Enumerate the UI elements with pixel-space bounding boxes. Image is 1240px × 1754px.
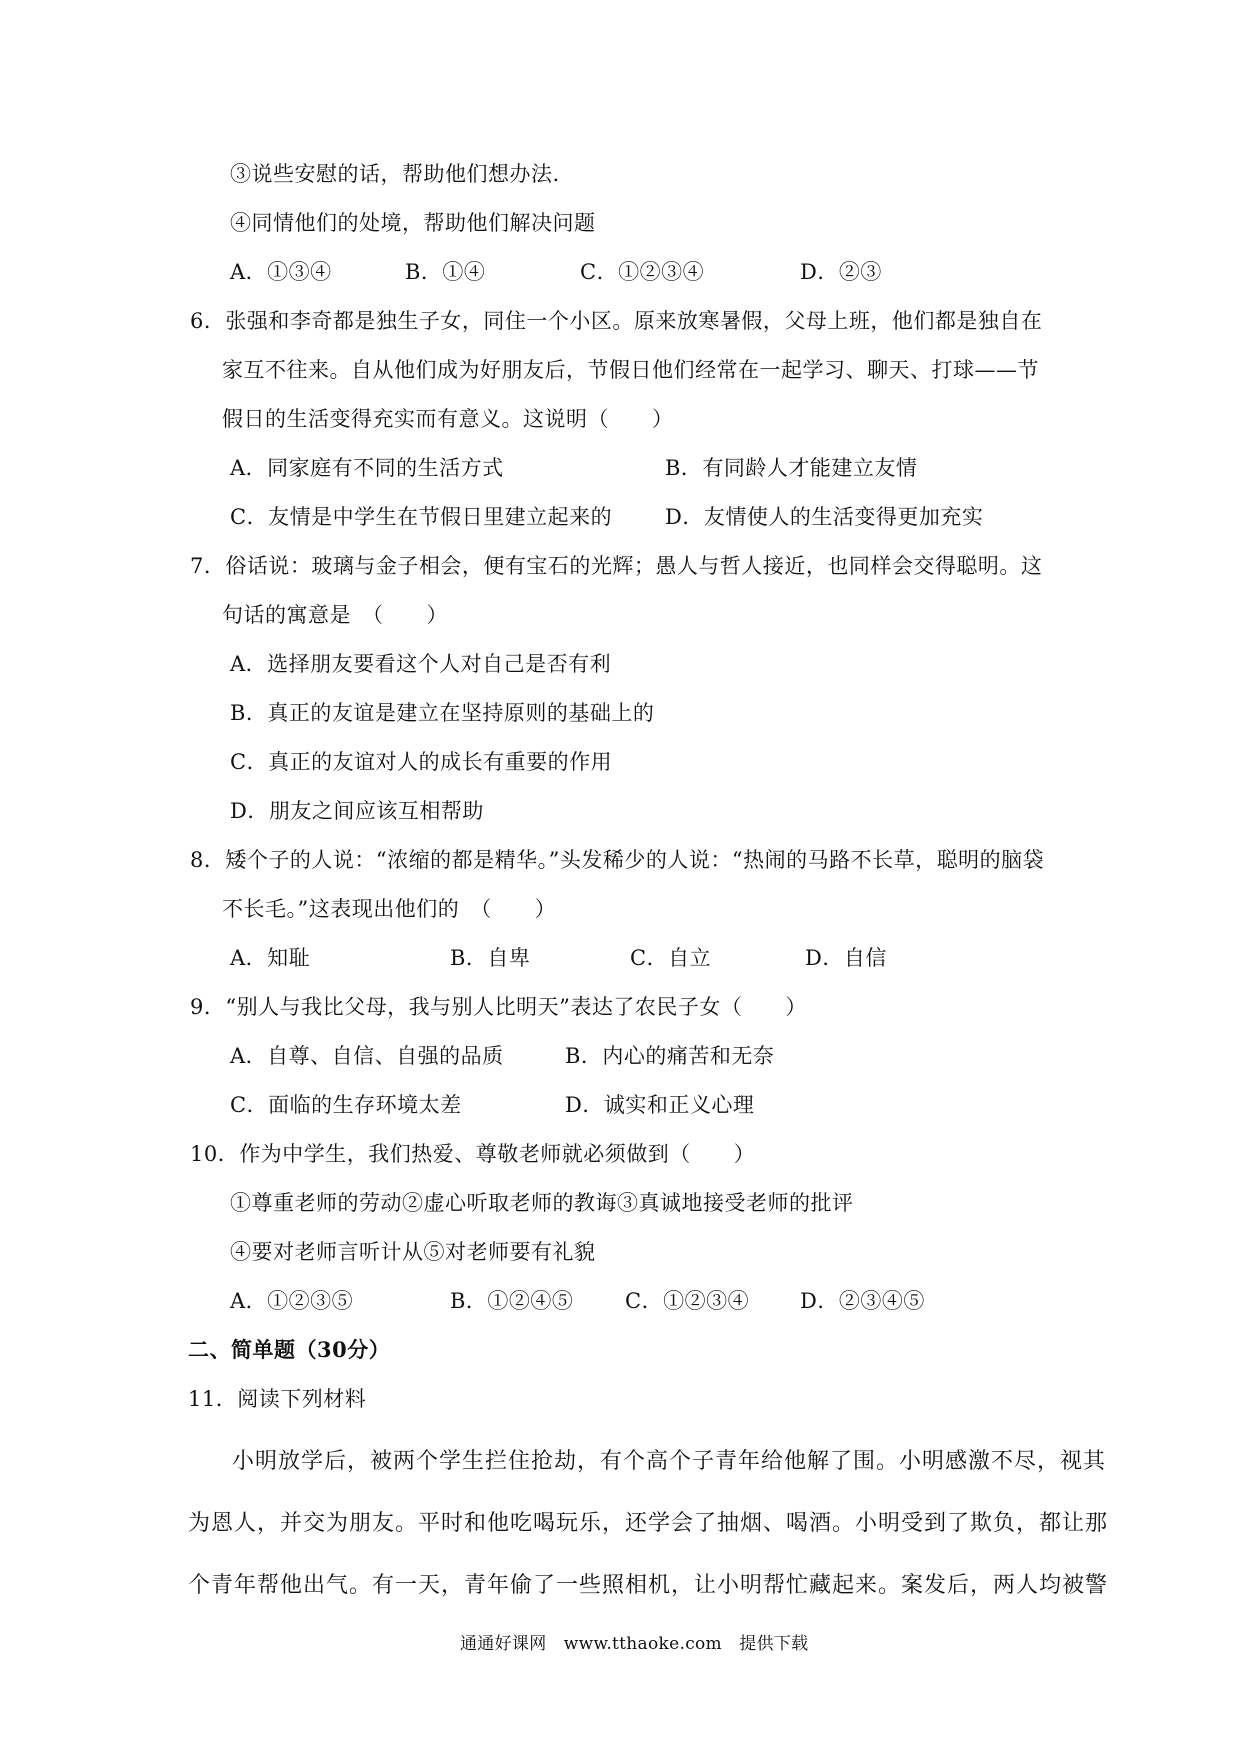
- q6-stem-line-3: 假日的生活变得充实而有意义。这说明（ ）: [222, 407, 674, 431]
- q8-choice-a: A．知耻: [230, 946, 311, 970]
- q5-choice-a: A．①③④: [230, 260, 332, 284]
- q7-choice-d: D．朋友之间应该互相帮助: [230, 799, 484, 823]
- q7-choice-b: B．真正的友谊是建立在坚持原则的基础上的: [230, 701, 655, 725]
- q7-stem-line-2: 句话的寓意是 （ ）: [222, 603, 448, 627]
- q8-choice-d: D．自信: [805, 946, 887, 970]
- q10-choice-b: B．①②④⑤: [450, 1289, 574, 1313]
- q9-choice-b: B．内心的痛苦和无奈: [565, 1044, 775, 1068]
- q10-choice-a: A．①②③⑤: [230, 1289, 354, 1313]
- q6-choice-c: C．友情是中学生在节假日里建立起来的: [230, 505, 613, 529]
- q7-choice-c: C．真正的友谊对人的成长有重要的作用: [230, 750, 613, 774]
- q11-material-line-2: 为恩人，并交为朋友。平时和他吃喝玩乐，还学会了抽烟、喝酒。小明受到了欺负，都让那: [188, 1511, 1109, 1536]
- q7-choice-a: A．选择朋友要看这个人对自己是否有利: [230, 652, 612, 676]
- q10-choice-d: D．②③④⑤: [800, 1289, 925, 1313]
- q9-stem: 9．“别人与我比父母，我与别人比明天”表达了农民子女（ ）: [190, 995, 807, 1019]
- q6-choice-a: A．同家庭有不同的生活方式: [230, 456, 504, 480]
- q11-material-line-1: 小明放学后，被两个学生拦住抢劫，有个高个子青年给他解了围。小明感激不尽，视其: [232, 1449, 1107, 1474]
- q6-stem-line-2: 家互不往来。自从他们成为好朋友后，节假日他们经常在一起学习、聊天、打球——节: [222, 358, 1039, 382]
- q9-choice-c: C．面临的生存环境太差: [230, 1093, 462, 1117]
- q10-choice-c: C．①②③④: [625, 1289, 750, 1313]
- q6-stem-line-1: 6．张强和李奇都是独生子女，同住一个小区。原来放寒暑假，父母上班，他们都是独自在: [190, 309, 1043, 333]
- section-2-heading: 二、简单题（30分）: [188, 1337, 391, 1362]
- q9-choice-a: A．自尊、自信、自强的品质: [230, 1044, 504, 1068]
- q6-choice-b: B．有同龄人才能建立友情: [665, 456, 918, 480]
- q10-stem: 10．作为中学生，我们热爱、尊敬老师就必须做到（ ）: [190, 1142, 756, 1166]
- q8-stem-line-1: 8．矮个子的人说：“浓缩的都是精华。”头发稀少的人说：“热闹的马路不长草，聪明的脑袋: [190, 848, 1045, 872]
- q10-statement-line-1: ①尊重老师的劳动②虚心听取老师的教诲③真诚地接受老师的批评: [230, 1191, 854, 1215]
- page-footer: 通通好课网 www.tthaoke.com 提供下载: [460, 1634, 809, 1654]
- q8-choice-b: B．自卑: [450, 946, 531, 970]
- q5-option-4: ④同情他们的处境，帮助他们解决问题: [230, 211, 596, 235]
- q6-choice-d: D．友情使人的生活变得更加充实: [665, 505, 984, 529]
- q5-choice-c: C．①②③④: [580, 260, 705, 284]
- q9-choice-d: D．诚实和正义心理: [565, 1093, 755, 1117]
- q10-statement-line-2: ④要对老师言听计从⑤对老师要有礼貌: [230, 1240, 596, 1264]
- q8-stem-line-2: 不长毛。”这表现出他们的 （ ）: [222, 897, 557, 921]
- q5-choice-d: D．②③: [800, 260, 882, 284]
- q8-choice-c: C．自立: [630, 946, 712, 970]
- q11-stem: 11．阅读下列材料: [188, 1387, 367, 1411]
- q7-stem-line-1: 7．俗话说：玻璃与金子相会，便有宝石的光辉；愚人与哲人接近，也同样会交得聪明。这: [190, 554, 1043, 578]
- q5-option-3: ③说些安慰的话，帮助他们想办法.: [230, 162, 560, 186]
- q5-choice-b: B．①④: [405, 260, 486, 284]
- q11-material-line-3: 个青年帮他出气。有一天，青年偷了一些照相机，让小明帮忙藏起来。案发后，两人均被警: [188, 1573, 1109, 1598]
